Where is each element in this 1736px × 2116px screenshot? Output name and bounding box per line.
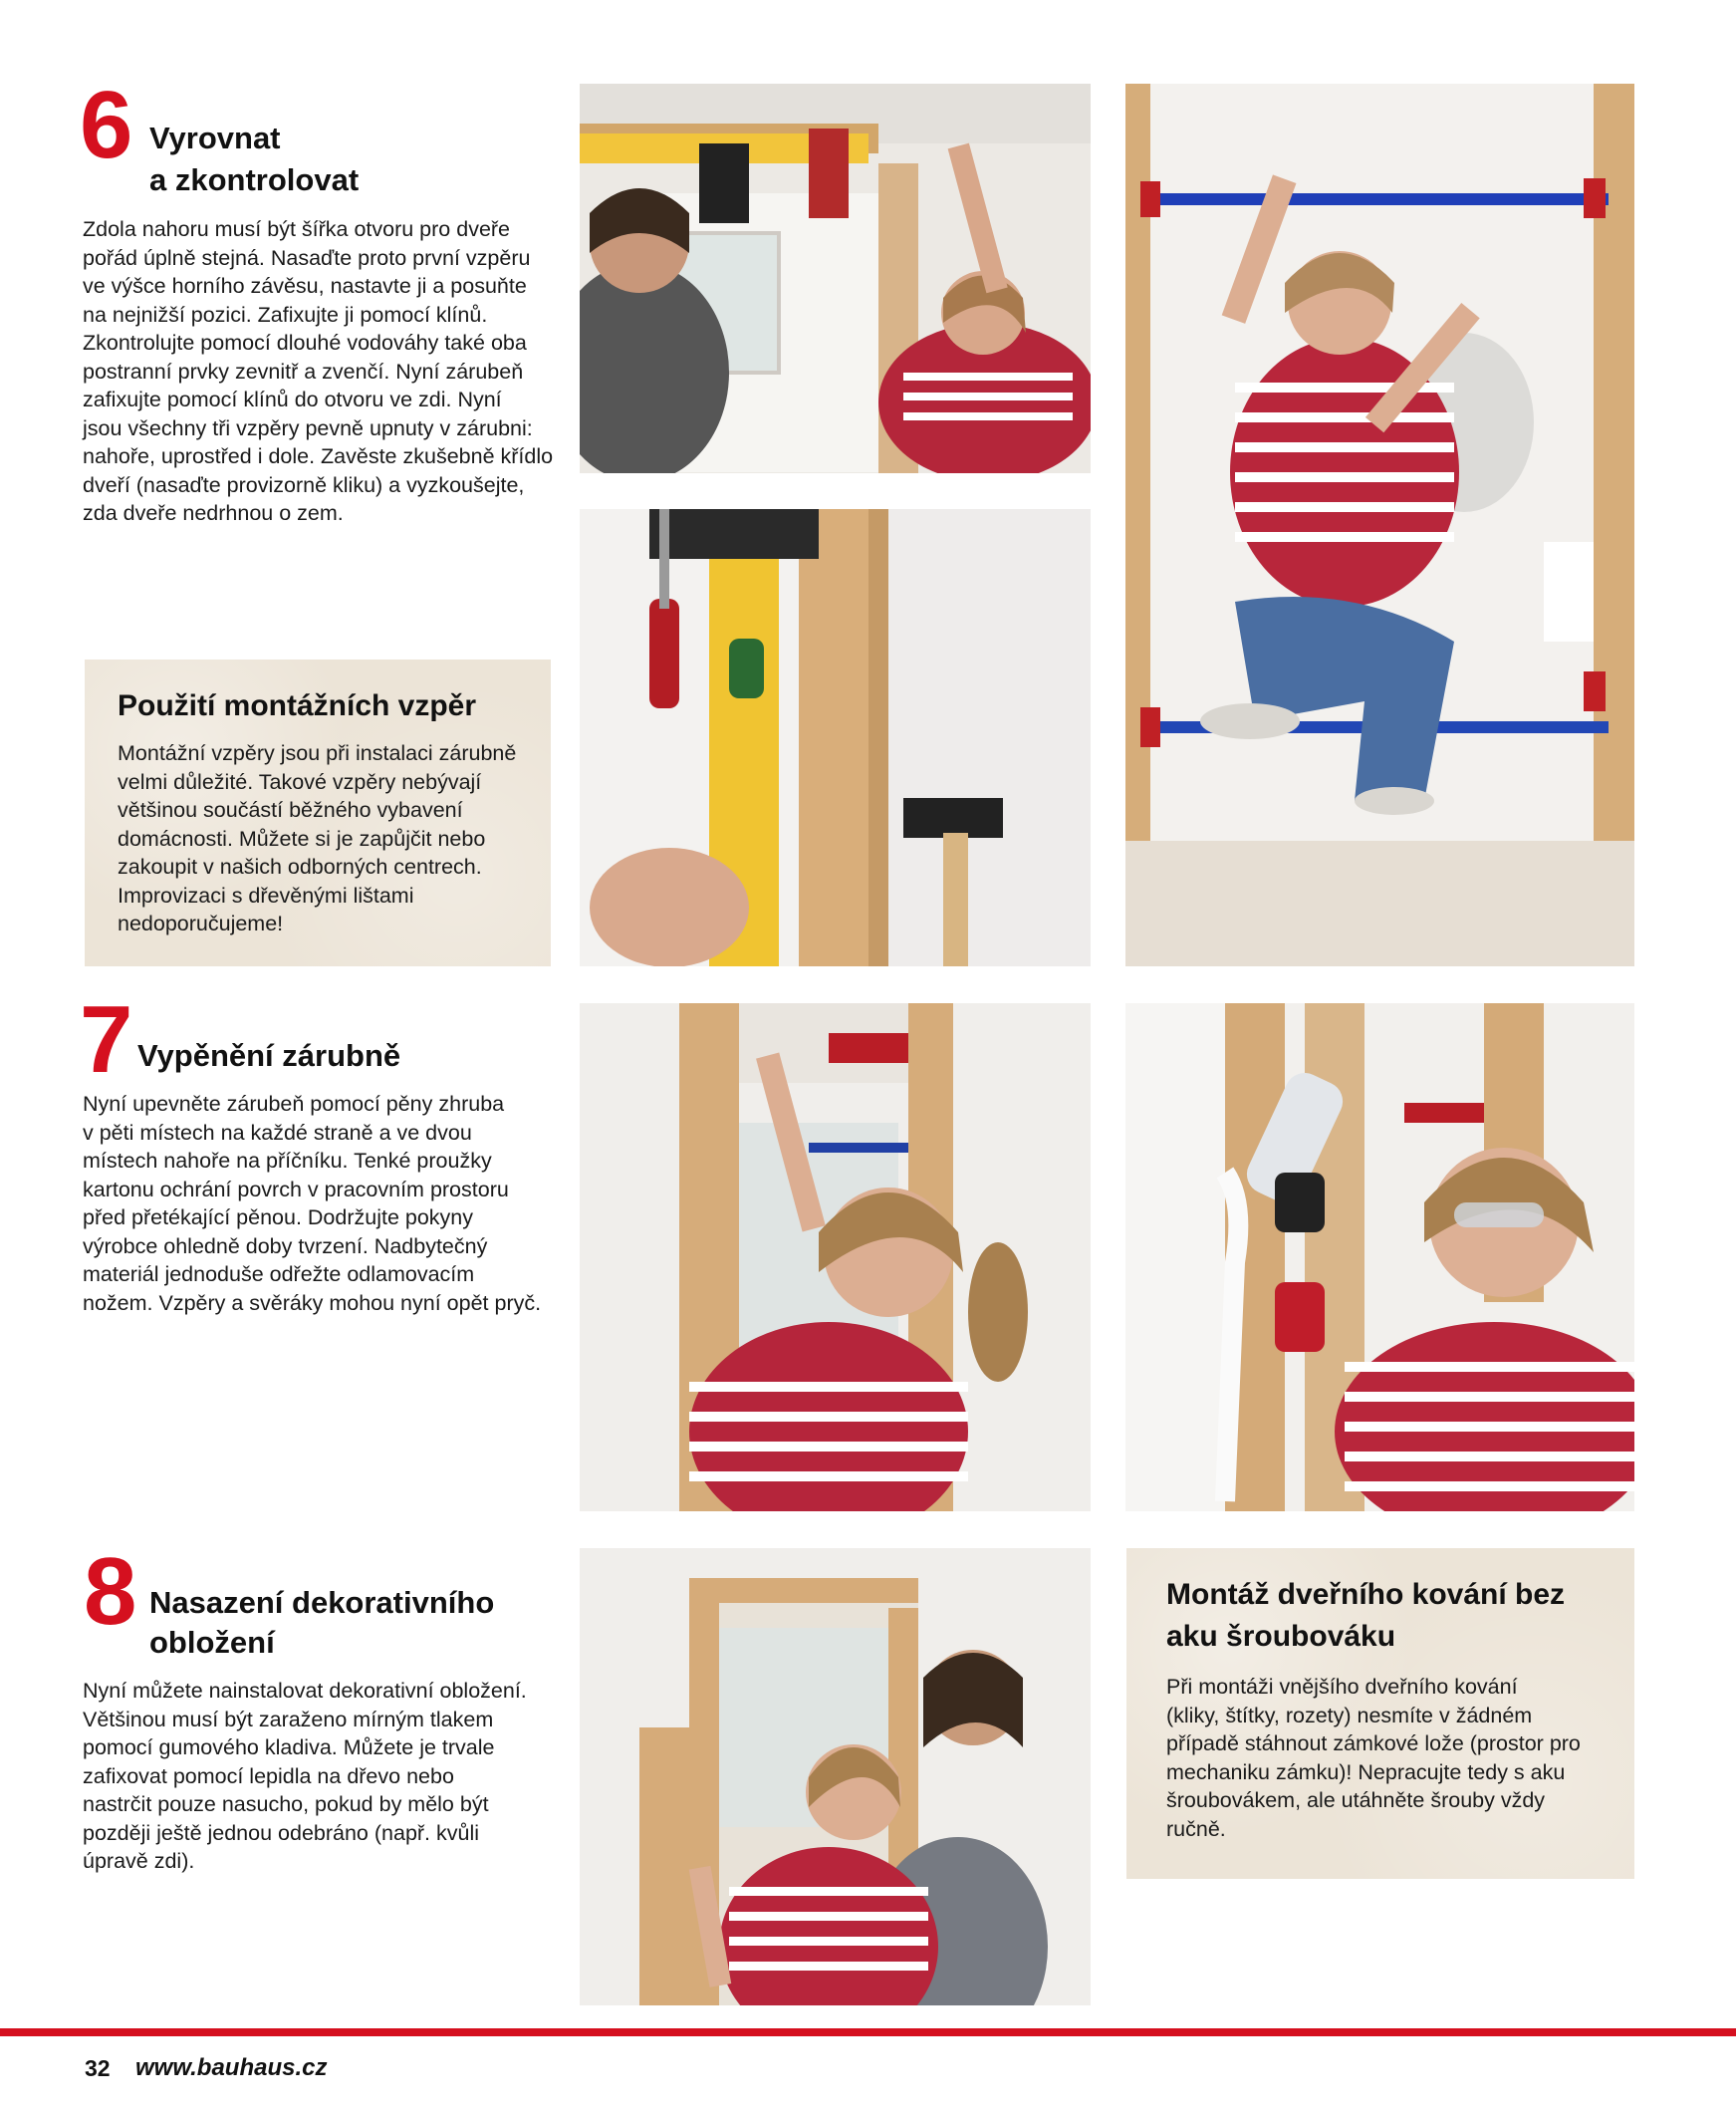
- info-box-struts-body: Montážní vzpěry jsou při instalaci zárubně velmi důležité. Takové vzpěry nebývají většinou součástí běžného vybavení domácnosti. Můžete si je zapůjčit nebo zakoupit v našich odborných centrech. Improvizaci s dřevěnými lištami nedoporučujeme!: [118, 741, 517, 935]
- photo-level-check: [580, 84, 1091, 473]
- info-box-struts: [85, 660, 551, 966]
- step-7-body: Nyní upevněte zárubeň pomocí pěny zhruba v pěti místech na každé straně a ve dvou místech nahoře na příčníku. Tenké proužky kartonu ochrání povrch v pracovním prostoru před přetékající pěnou. Dodržujte pokyny výrobce ohledně doby tvrzení. Nadbytečný materiál jednoduše odřežte odlamovacím nožem. Vzpěry a svěráky mohou nyní opět pryč.: [83, 1092, 542, 1315]
- info-box-hardware-title-line2: aku šroubováku: [1166, 1620, 1396, 1653]
- info-box-hardware-title-line1: Montáž dveřního kování bez: [1166, 1578, 1566, 1611]
- step-6-number: 6: [80, 72, 131, 178]
- photo-decorative-trim: [580, 1548, 1091, 2005]
- info-box-hardware-body: Při montáži vnějšího dveřního kování (kliky, štítky, rozety) nesmíte v žádném případě stáhnout zámkové lože (prostor pro mechaniku zámku)! Nepracujte tedy s aku šroubovákem, ale utáhněte šrouby vždy ručně.: [1166, 1675, 1581, 1841]
- photo-struts-woman: [1125, 84, 1634, 966]
- step-8-title-line2: obložení: [149, 1625, 275, 1660]
- info-box-struts-title: Použití montážních vzpěr: [118, 689, 477, 722]
- step-6-title-line2: a zkontrolovat: [149, 162, 360, 197]
- photo-foam-can: [1125, 1003, 1634, 1511]
- step-8-title-line1: Nasazení dekorativního: [149, 1585, 495, 1620]
- step-7-number: 7: [80, 986, 131, 1093]
- website-link[interactable]: www.bauhaus.cz: [135, 2054, 328, 2081]
- info-box-hardware: [1126, 1548, 1634, 1879]
- step-7-title: Vypěnění zárubně: [137, 1038, 401, 1073]
- page-number: 32: [85, 2055, 111, 2081]
- photo-level-hammer: [580, 509, 1091, 966]
- footer-divider: [0, 2028, 1736, 2036]
- step-8-number: 8: [84, 1538, 135, 1645]
- photo-foam-frame: [580, 1003, 1091, 1511]
- step-6-body: Zdola nahoru musí být šířka otvoru pro dveře pořád úplně stejná. Nasaďte proto první vzpěru ve výšce horního závěsu, nastavte ji a posuňte na nejnižší pozici. Zafixujte ji pomocí klínů. Zkontrolujte pomocí dlouhé vodováhy také oba postranní prvky zevnitř a zvenčí. Nyní zárubeň zafixujte pomocí klínů do otvoru ve zdi. Nyní jsou všechny tři vzpěry pevně upnuty v zárubni: nahoře, uprostřed i dole. Zavěste zkušebně křídlo dveří (nasaďte provizorně kliku) a vyzkoušejte, zda dveře nedrhnou o zem.: [83, 217, 554, 525]
- step-6-title-line1: Vyrovnat: [149, 121, 281, 155]
- step-8-body: Nyní můžete nainstalovat dekorativní obložení. Většinou musí být zaraženo mírným tlakem pomocí gumového kladiva. Můžete je trvale zafixovat pomocí lepidla na dřevo nebo nastrčit pouze nasucho, pokud by mělo být později ještě jednou odebráno (např. kvůli úpravě zdi).: [83, 1679, 527, 1873]
